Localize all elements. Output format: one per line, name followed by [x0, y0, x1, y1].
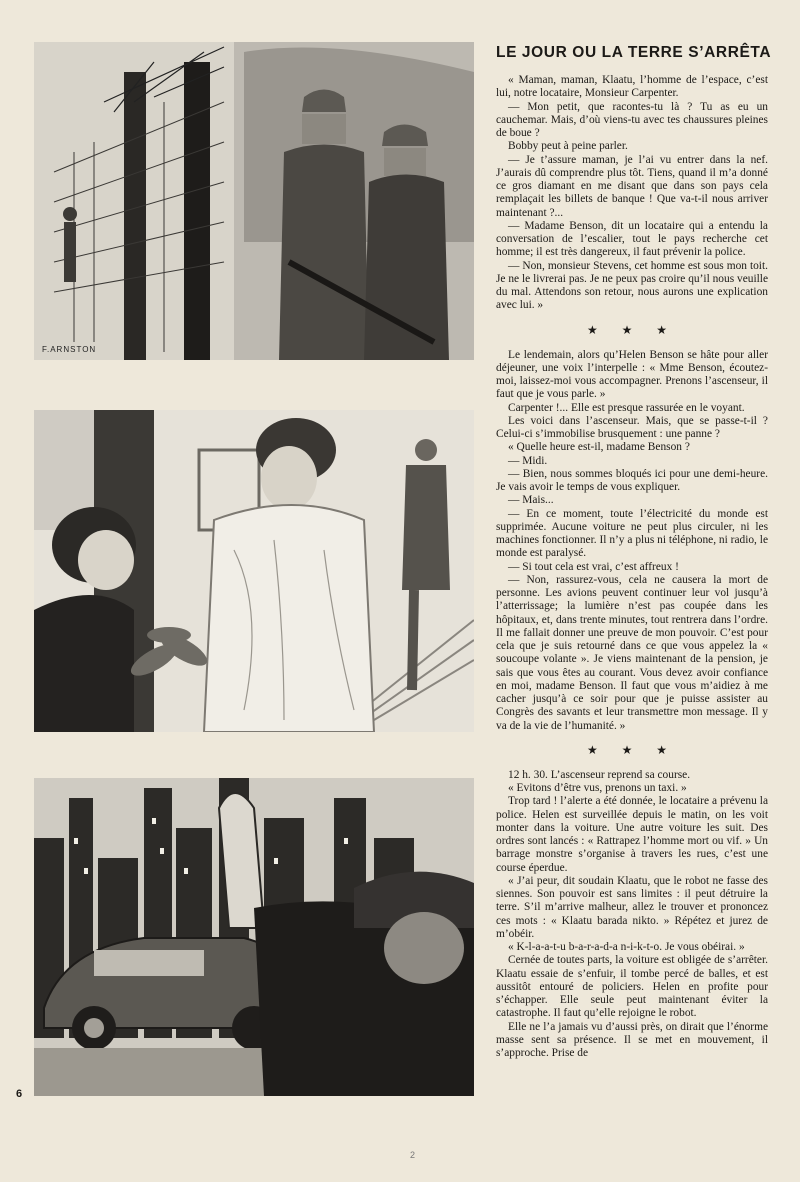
paragraph: Carpenter !... Elle est presque rassurée en le voyant. [508, 401, 745, 414]
paragraph: — Mon petit, que racontes-tu là ? Tu as eu un cauchemar. Mais, d’où viens-tu avec tes chaussures pleines de boue ? [496, 100, 768, 139]
paragraph: « Quelle heure est-il, madame Benson ? [508, 441, 690, 454]
soldiers-fence-illustration-icon [34, 42, 474, 360]
paragraph: — En ce moment, toute l’électricité du monde est supprimée. Aucune voiture ne peut plus circuler, ni les machines fonctionner. Il n’y a plus ni téléphone, ni radio, le monde est paralysé. [496, 507, 768, 560]
section-separator: ★ ★ ★ [587, 322, 677, 337]
paragraph: 12 h. 30. L’ascenseur reprend sa course. [508, 768, 691, 781]
page-number: 6 [16, 1088, 23, 1100]
section-1 [496, 74, 768, 313]
paragraph: Trop tard ! l’alerte a été donnée, le locataire a prévenu la police. Helen est surveillée depuis le matin, on les voit monter dans la voiture. Une autre voiture les suit. Des ordres sont lancés : « Rattrapez l’homme mort ou vif. » Un barrage monstre s’organise à travers les rues, c’est une course éperdue. [496, 795, 768, 874]
paragraph: Les voici dans l’ascenseur. Mais, que se passe-t-il ? Celui-ci s’immobilise brusquement : une panne ? [496, 414, 768, 440]
paragraph: Le lendemain, alors qu’Helen Benson se hâte pour aller déjeuner, une voix l’interpelle : « Mme Benson, écoutez-moi, laissez-moi vous accompagner. Prenons l’ascenseur, il faut que je vous parle. » [496, 348, 768, 401]
illustration-police-car-city [34, 778, 474, 1096]
paragraph: — Bien, nous sommes bloqués ici pour une demi-heure. Je vais avoir le temps de vous expliquer. [496, 467, 768, 493]
paragraph: — Si tout cela est vrai, c’est affreux ! [508, 560, 679, 573]
article-body [496, 74, 768, 1060]
section-2 [496, 349, 768, 733]
paragraph: Bobby peut à peine parler. [508, 140, 628, 153]
boy-and-woman-illustration-icon [34, 410, 474, 732]
paragraph: — Mais... [508, 494, 554, 507]
paragraph: — Madame Benson, dit un locataire qui a entendu la conversation de l’escalier, tout le pays recherche cet homme; il est très dangereux, il faut prévenir la police. [496, 219, 768, 259]
illustration-soldiers-fence [34, 42, 474, 360]
paragraph: « Evitons d’être vus, prenons un taxi. » [508, 782, 687, 794]
paragraph: Elle ne l’a jamais vu d’aussi près, on dirait que l’énorme masse sent sa présence. Il se met en mouvement, il s’approche. Prise de [496, 1020, 768, 1059]
paragraph: « Maman, maman, Klaatu, l’homme de l’espace, c’est lui, notre locataire, Monsieur Carpenter. [496, 74, 768, 100]
paragraph: — Je t’assure maman, je l’ai vu entrer dans la nef. J’aurais dû comprendre plus tôt. Tiens, quand il m’a donné ce gros diamant en me disant que dans son pays cela remplaçait les billets de banque ! Que va-t-il nous arriver maintenant ?... [496, 153, 768, 219]
illustration-boy-woman [34, 410, 474, 732]
paragraph: — Non, rassurez-vous, cela ne causera la mort de personne. Les avions peuvent continuer leur vol jusqu’à l’atterrissage; la lumière n’est pas coupée dans les hôpitaux, et, dans trente minutes, tout rentrera dans l’ordre. Il me fallait donner une preuve de mon pouvoir. C’est pour cela que je suis retourné dans ce que vous appelez la « soucoupe volante ». Je viens maintenant de la pension, je sais que vous êtes au courant. Vous devez avoir confiance en moi, madame Benson. Il faut que vous m’aidiez à me cacher jusqu’à ce soir pour que je puisse assister au Congrès des savants et leur transmettre mon message. Il y va de la vie de l’humanité. » [496, 573, 768, 732]
paragraph: — Midi. [508, 454, 548, 467]
article-column [496, 44, 772, 1060]
article-title: LE JOUR OU LA TERRE S’ARRÊTA [496, 44, 772, 61]
paragraph: « K-l-a-a-t-u b-a-r-a-d-a n-i-k-t-o. Je vous obéirai. » [508, 941, 745, 953]
section-separator: ★ ★ ★ [587, 742, 677, 757]
paragraph: « J’ai peur, dit soudain Klaatu, que le robot ne fasse des siennes. Son pouvoir est sans limites : il peut détruire la terre. S’il m’arrive malheur, allez le trouver et prononcez ces mots : « Klaatu barada nikto. » Répétez et jurez de m’obéir. [496, 874, 768, 940]
paragraph: Cernée de toutes parts, la voiture est obligée de s’arrêter. Klaatu essaie de s’enfuir, il tombe percé de balles, et est aussitôt entouré de policiers. Helen en profite pour s’échapper. Elle seule peut maintenant éviter la catastrophe. Il faut qu’elle rejoigne le robot. [496, 954, 768, 1020]
policeman-car-city-illustration-icon [34, 778, 474, 1096]
artist-signature: F.ARNSTON [42, 345, 97, 354]
bottom-mark: 2 [410, 1150, 416, 1160]
section-3 [496, 769, 768, 1061]
paragraph: — Non, monsieur Stevens, cet homme est sous mon toit. Je ne le livrerai pas. Je ne peux pas croire qu’il nous veuille du mal. Attendons son retour, nous aurons une explication avec lui. » [496, 259, 768, 312]
